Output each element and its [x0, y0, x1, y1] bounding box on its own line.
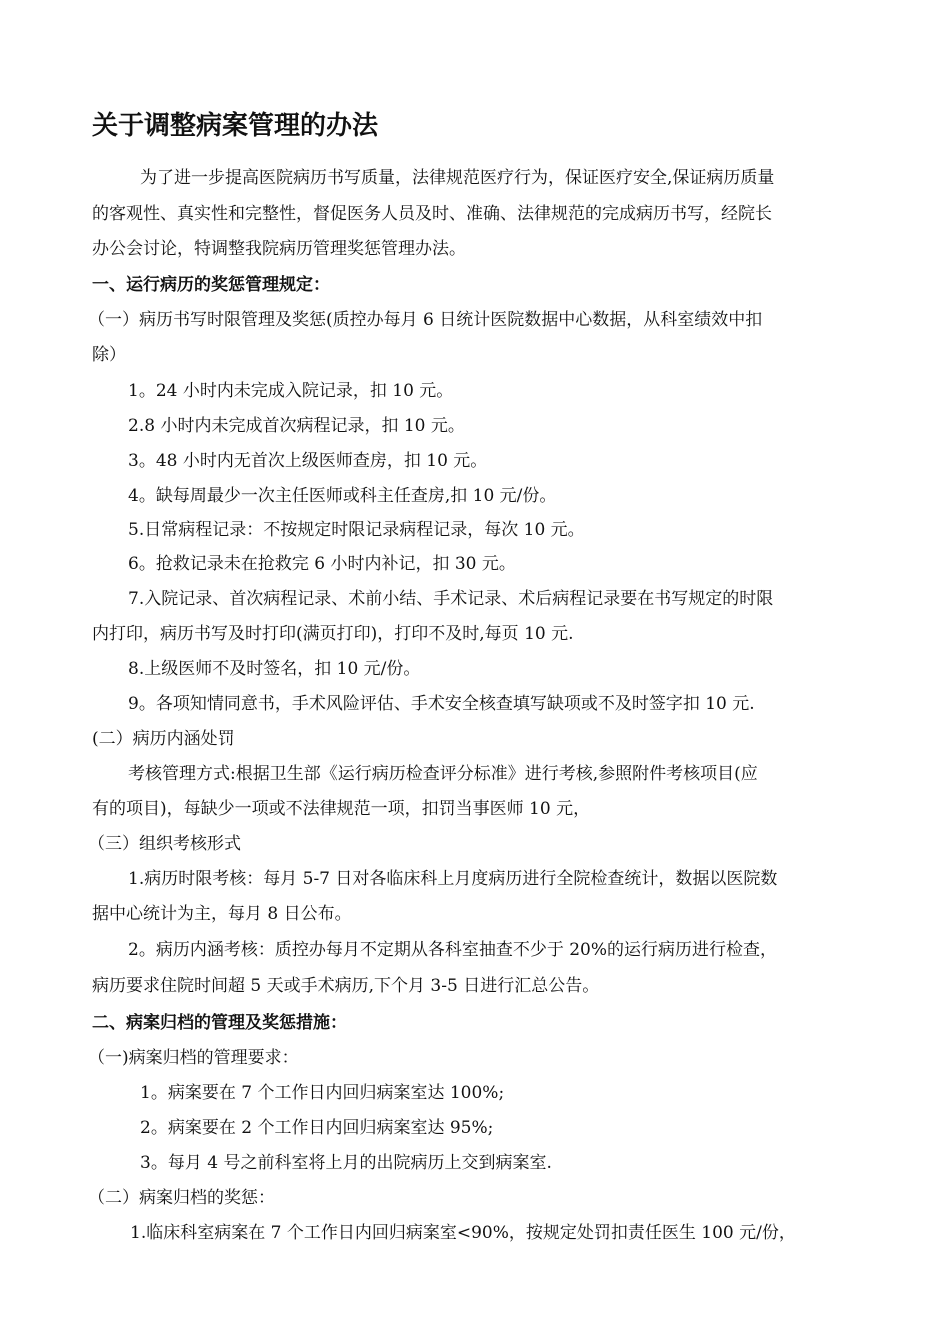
section-heading: 一、运行病历的奖惩管理规定： — [92, 275, 330, 295]
intro-line: 的客观性、真实性和完整性，督促医务人员及时、准确、法律规范的完成病历书写，经院长 — [92, 204, 772, 224]
paragraph-line: 病历要求住院时间超 5 天或手术病历,下个月 3-5 日进行汇总公告。 — [92, 976, 600, 996]
list-item: 1.临床科室病案在 7 个工作日内回归病案室<90%，按规定处罚扣责任医生 100 元/份， — [130, 1223, 796, 1243]
intro-line: 办公会讨论，特调整我院病历管理奖惩管理办法。 — [92, 239, 466, 259]
paragraph-line: 据中心统计为主，每月 8 日公布。 — [92, 904, 352, 924]
list-item: 3。每月 4 号之前科室将上月的出院病历上交到病案室. — [140, 1153, 552, 1173]
paragraph-line: 1.病历时限考核：每月 5-7 日对各临床科上月度病历进行全院检查统计，数据以医院数 — [128, 869, 778, 889]
document-title: 关于调整病案管理的办法 — [92, 111, 379, 141]
list-item: 1。病案要在 7 个工作日内回归病案室达 100%; — [140, 1083, 505, 1103]
intro-line: 为了进一步提高医院病历书写质量，法律规范医疗行为，保证医疗安全,保证病历质量 — [140, 168, 775, 188]
subsection-heading: （三）组织考核形式 — [88, 834, 241, 854]
paragraph-line: 考核管理方式:根据卫生部《运行病历检查评分标准》进行考核,参照附件考核项目(应 — [128, 764, 758, 784]
paragraph-line: 2。病历内涵考核：质控办每月不定期从各科室抽查不少于 20%的运行病历进行检查， — [128, 940, 778, 960]
paragraph-line: 有的项目)，每缺少一项或不法律规范一项，扣罚当事医师 10 元， — [92, 799, 591, 819]
list-item: 8.上级医师不及时签名，扣 10 元/份。 — [128, 659, 421, 679]
subsection-heading: （二）病案归档的奖惩： — [88, 1188, 275, 1208]
list-item: 4。缺每周最少一次主任医师或科主任查房,扣 10 元/份。 — [128, 486, 557, 506]
subsection-heading: 除） — [92, 345, 126, 365]
subsection-heading: （一)病案归档的管理要求： — [88, 1048, 299, 1068]
list-item: 7.入院记录、首次病程记录、术前小结、手术记录、术后病程记录要在书写规定的时限 — [128, 589, 774, 609]
list-item: 2.8 小时内未完成首次病程记录，扣 10 元。 — [128, 416, 465, 436]
list-item: 1。24 小时内未完成入院记录，扣 10 元。 — [128, 381, 454, 401]
section-heading: 二、病案归档的管理及奖惩措施： — [92, 1013, 347, 1033]
subsection-heading: （一）病历书写时限管理及奖惩(质控办每月 6 日统计医院数据中心数据，从科室绩效中扣 — [88, 310, 763, 330]
list-item: 3。48 小时内无首次上级医师查房，扣 10 元。 — [128, 451, 488, 471]
list-item: 6。抢救记录未在抢救完 6 小时内补记，扣 30 元。 — [128, 554, 516, 574]
list-item: 5.日常病程记录：不按规定时限记录病程记录，每次 10 元。 — [128, 520, 585, 540]
list-item: 9。各项知情同意书，手术风险评估、手术安全核查填写缺项或不及时签字扣 10 元. — [128, 694, 755, 714]
subsection-heading: (二）病历内涵处罚 — [92, 729, 235, 749]
list-item: 2。病案要在 2 个工作日内回归病案室达 95%; — [140, 1118, 494, 1138]
list-item: 内打印，病历书写及时打印(满页打印)，打印不及时,每页 10 元. — [92, 624, 574, 644]
